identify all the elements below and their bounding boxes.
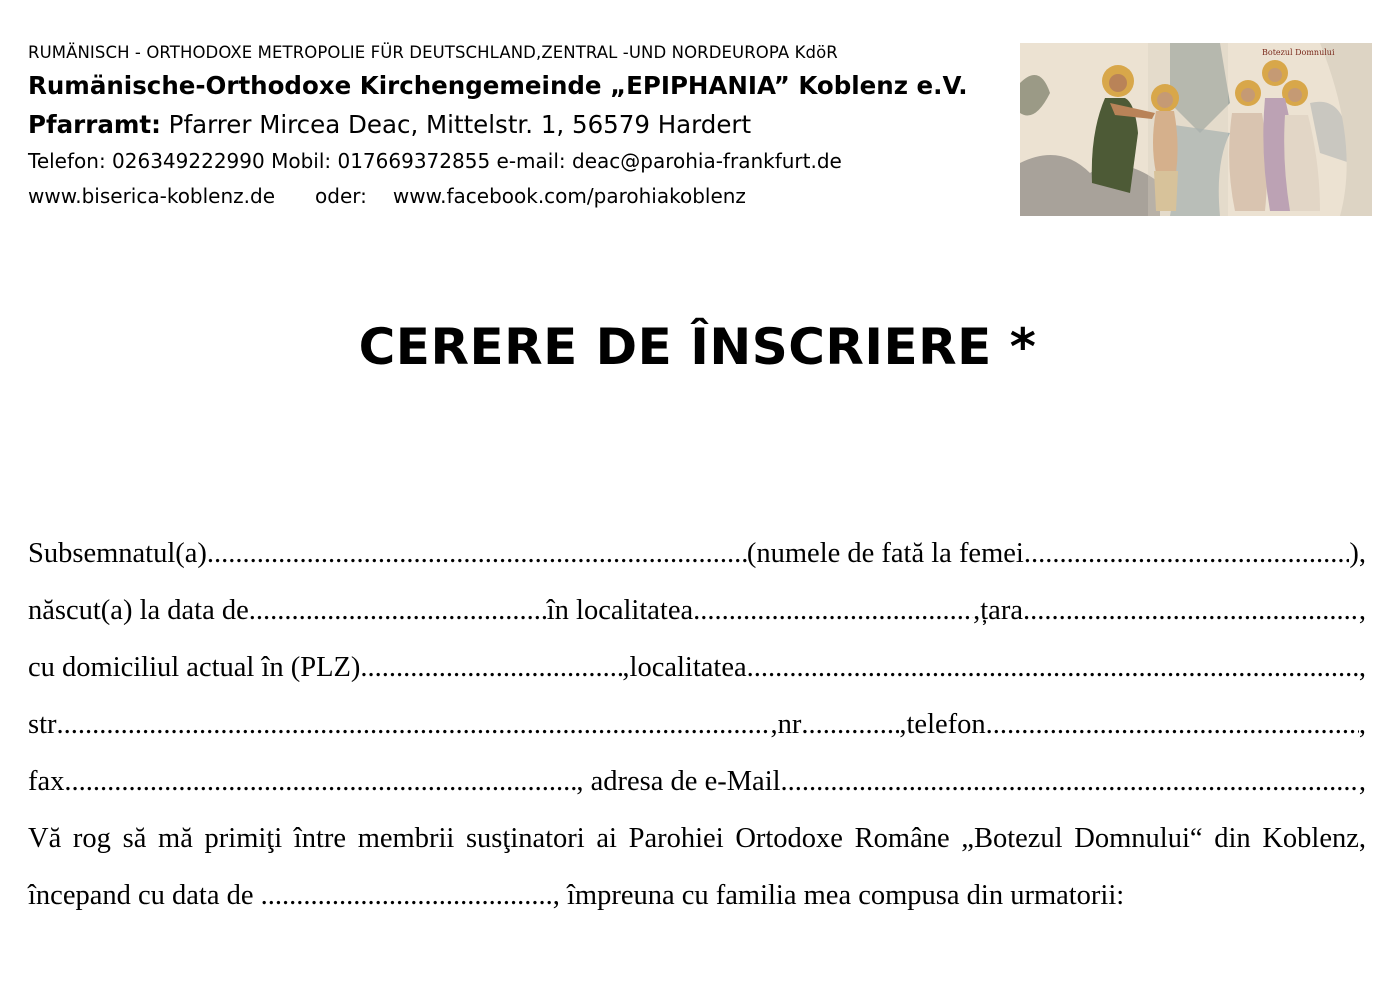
row-end: ), — [1349, 538, 1366, 569]
surname-field[interactable] — [207, 525, 747, 582]
surname-label: Subsemnatul(a) — [28, 538, 207, 569]
baptism-icon-illustration — [1020, 43, 1372, 216]
maiden-name-field[interactable] — [1024, 525, 1350, 582]
street-label: str — [28, 709, 57, 740]
page-title: CERERE DE ÎNSCRIERE * — [358, 318, 1037, 376]
birth-place-label: în localitatea — [546, 595, 694, 626]
request-text-part1: Vă rog să mă primiţi între membrii susţinatori ai Parohiei Ortodoxe Române „Botezul Domnului“ din Koblenz, începand cu data de — [28, 823, 1366, 911]
registration-form — [28, 525, 1366, 924]
plz-field[interactable] — [360, 639, 622, 696]
contact-line: Telefon: 026349222990 Mobil: 017669372855 e-mail: deac@parohia-frankfurt.de — [28, 149, 842, 173]
email-field[interactable] — [781, 753, 1359, 810]
start-date-field[interactable]: ......................................... — [260, 880, 553, 911]
form-row-contact — [28, 753, 1366, 810]
web-line — [28, 179, 968, 214]
phone-label: ,telefon — [899, 709, 986, 740]
birth-date-field[interactable] — [249, 582, 547, 639]
country-label: ,țara — [973, 595, 1023, 626]
letterhead — [28, 40, 968, 214]
form-row-name — [28, 525, 1366, 582]
row-end: , — [1358, 652, 1366, 683]
row-end: , — [1358, 766, 1366, 797]
birth-date-label: născut(a) la data de — [28, 595, 249, 626]
city-field[interactable] — [747, 639, 1359, 696]
row-end: , — [1358, 595, 1366, 626]
country-field[interactable] — [1023, 582, 1359, 639]
fax-field[interactable] — [64, 753, 576, 810]
street-field[interactable] — [57, 696, 771, 753]
plz-label: cu domiciliul actual în (PLZ) — [28, 652, 361, 683]
metropolis-line: RUMÄNISCH - ORTHODOXE METROPOLIE FÜR DEUTSCHLAND,ZENTRAL -UND NORDEUROPA KdöR — [28, 43, 838, 62]
pfarramt-line — [28, 106, 968, 144]
icon-baptism-image — [1020, 43, 1372, 216]
email-label: , adresa de e-Mail — [576, 766, 781, 797]
row-end: , — [1358, 709, 1366, 740]
pfarramt-label: Pfarramt: — [28, 110, 161, 139]
membership-request-text — [28, 810, 1366, 924]
facebook-link[interactable]: www.facebook.com/parohiakoblenz — [392, 184, 746, 208]
pfarramt-address: Pfarrer Mircea Deac, Mittelstr. 1, 56579 Hardert — [160, 110, 752, 139]
number-field[interactable] — [801, 696, 899, 753]
maiden-name-label: (numele de fată la femei — [746, 538, 1024, 569]
form-row-birth — [28, 582, 1366, 639]
number-label: ,nr — [770, 709, 802, 740]
request-text-part2: , împreuna cu familia mea compusa din urmatorii: — [552, 880, 1125, 911]
birth-place-field[interactable] — [693, 582, 973, 639]
parish-name: Rumänische-Orthodoxe Kirchengemeinde „EPIPHANIA” Koblenz e.V. — [28, 71, 968, 100]
web-or: oder: — [315, 184, 367, 208]
fax-label: fax — [28, 766, 65, 797]
phone-field[interactable] — [986, 696, 1359, 753]
icon-caption: Botezul Domnului — [1262, 48, 1335, 57]
form-row-address — [28, 639, 1366, 696]
website-link[interactable]: www.biserica-koblenz.de — [28, 184, 276, 208]
form-row-street — [28, 696, 1366, 753]
city-label: ,localitatea — [622, 652, 747, 683]
